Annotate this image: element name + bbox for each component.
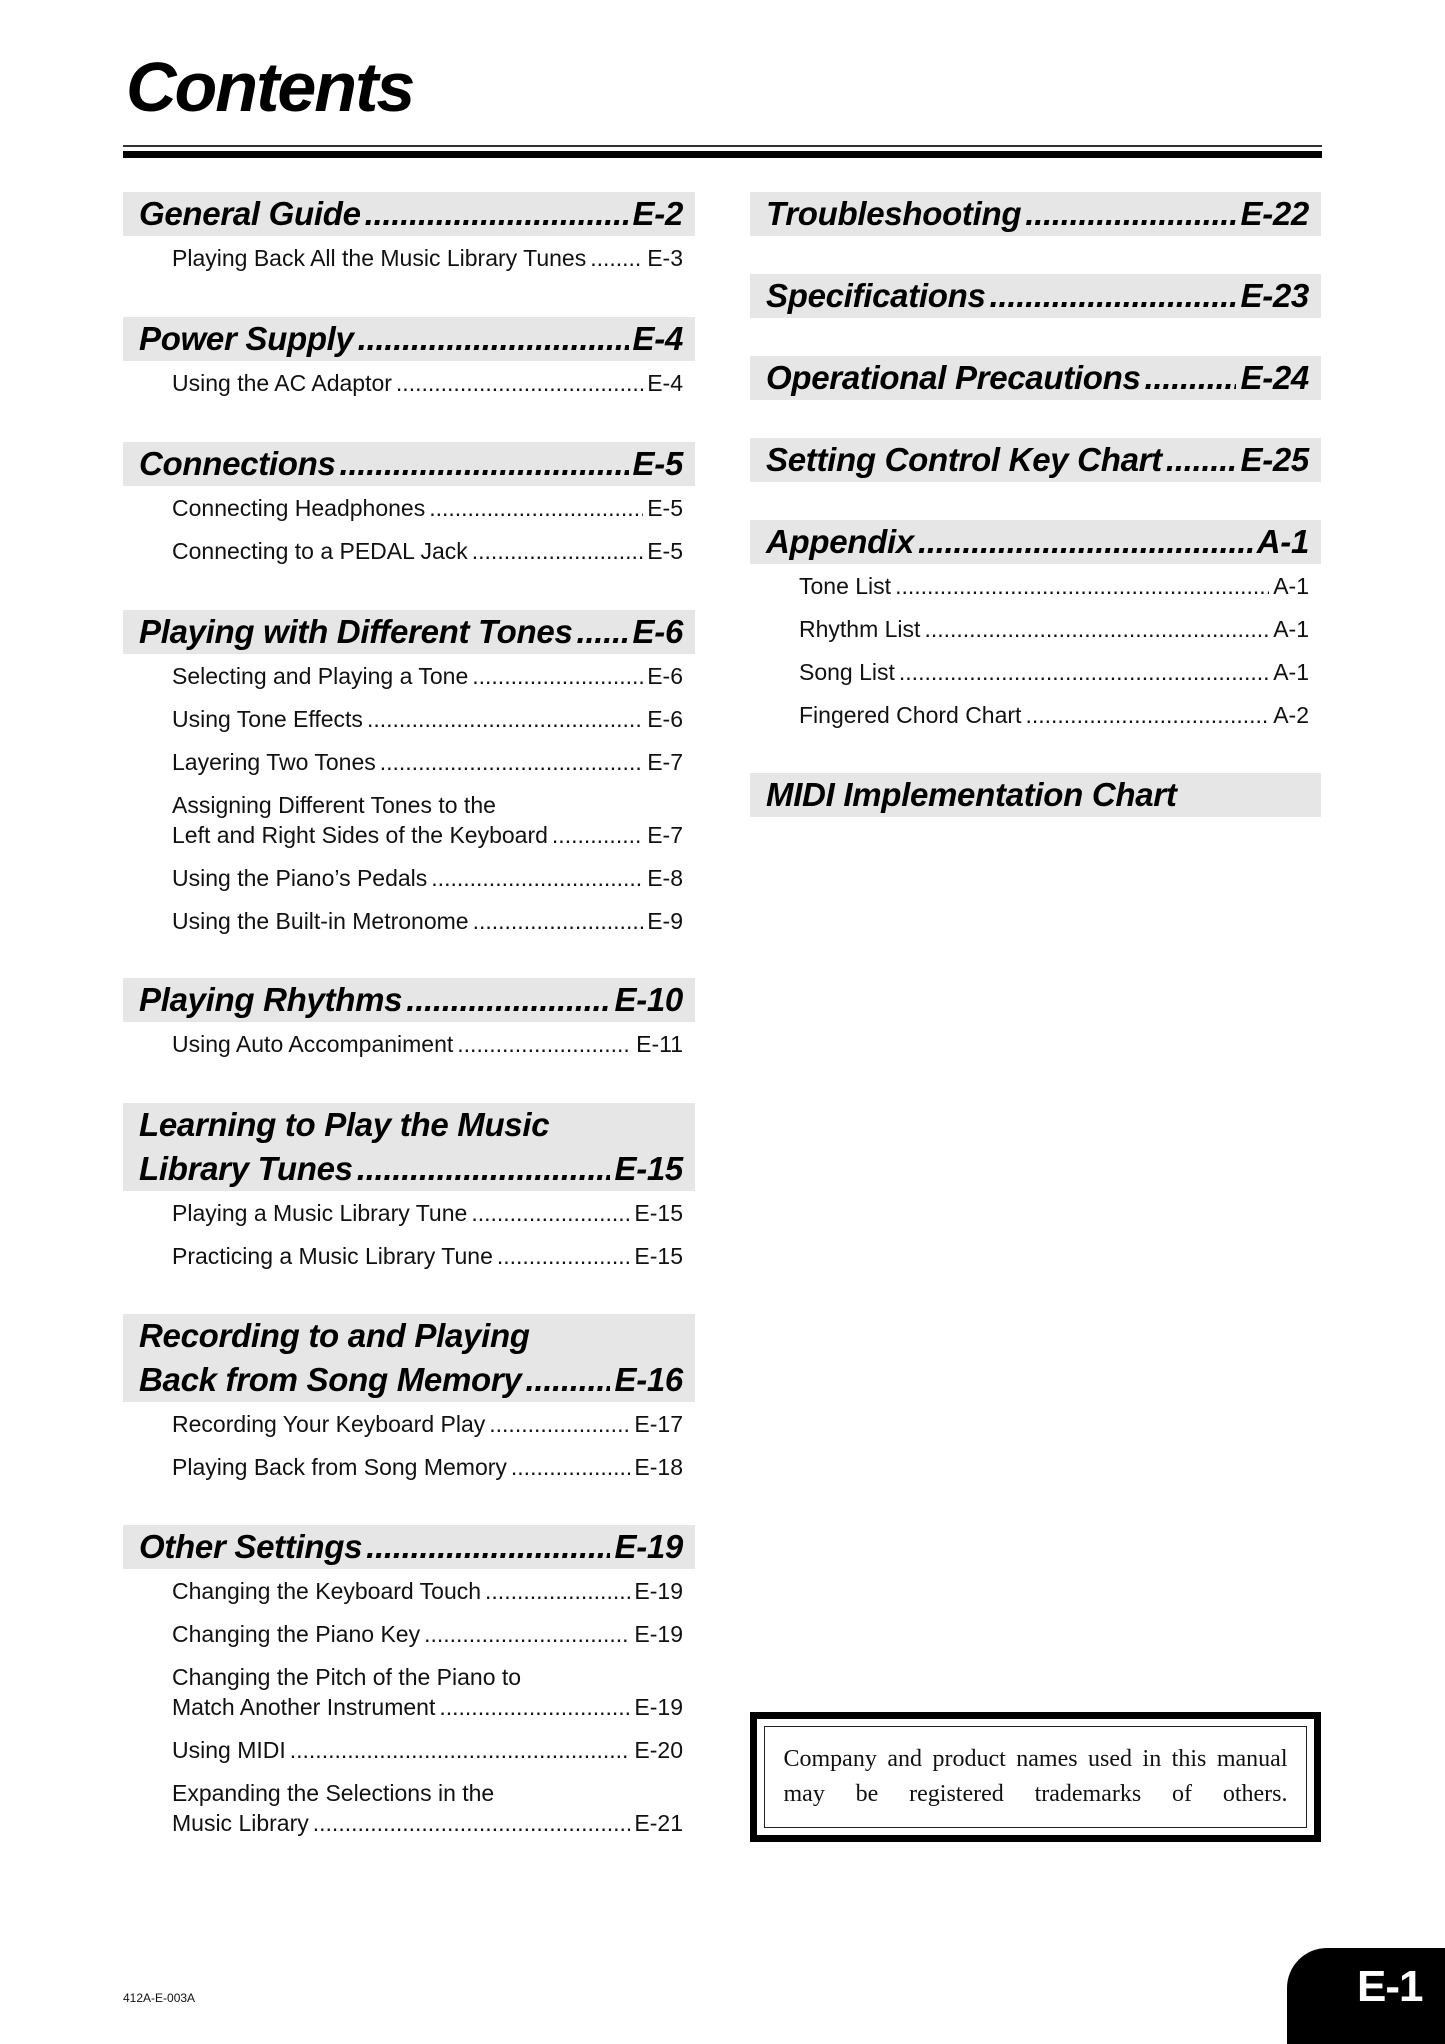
- page-ref: E-6: [632, 613, 683, 650]
- toc-section-playing-rhythms: [123, 978, 695, 1059]
- toc-section-other-settings: [123, 1525, 695, 1838]
- section-heading[interactable]: Recording to and Playing Back from Song Memory ..... E-16: [123, 1314, 695, 1402]
- toc-entry[interactable]: Changing the Pitch of the Piano to Match Another Instrument ..... E-19: [172, 1662, 683, 1722]
- leader-dots: [290, 1735, 631, 1765]
- toc-entry[interactable]: Changing the Keyboard Touch ..... E-19: [172, 1576, 683, 1606]
- page-ref: E-24: [1240, 359, 1309, 396]
- leader-dots: [1025, 192, 1236, 236]
- leader-dots: [366, 1525, 610, 1569]
- toc-entry[interactable]: Using Auto Accompaniment ..... E-11: [172, 1029, 683, 1059]
- leader-dots: [424, 1619, 630, 1649]
- leader-dots: [457, 1029, 632, 1059]
- page-ref: E-2: [632, 195, 683, 232]
- page-ref: E-5: [632, 445, 683, 482]
- page-ref: E-22: [1240, 195, 1309, 232]
- leader-dots: [895, 571, 1269, 601]
- leader-dots: [924, 614, 1269, 644]
- toc-entry[interactable]: Tone List ..... A-1: [799, 571, 1309, 601]
- leader-dots: [357, 1147, 611, 1191]
- title-rule-thin: [123, 145, 1322, 147]
- page-ref: E-4: [632, 320, 683, 357]
- toc-entry[interactable]: Using Tone Effects ..... E-6: [172, 704, 683, 734]
- leader-dots: [899, 657, 1269, 687]
- toc-entry[interactable]: Practicing a Music Library Tune ..... E-15: [172, 1241, 683, 1271]
- toc-section-connections: [123, 442, 695, 566]
- leader-dots: [577, 610, 629, 654]
- toc-section-midi-implementation-chart: [750, 773, 1321, 817]
- leader-dots: [552, 820, 643, 850]
- toc-entry[interactable]: Fingered Chord Chart ..... A-2: [799, 700, 1309, 730]
- leader-dots: [489, 1409, 630, 1439]
- leader-dots: [918, 520, 1253, 564]
- page-title: Contents: [126, 48, 414, 126]
- toc-entry[interactable]: Using the AC Adaptor ..... E-4: [172, 368, 683, 398]
- leader-dots: [472, 536, 643, 566]
- section-heading[interactable]: Troubleshooting ..... E-22: [750, 192, 1321, 236]
- section-heading[interactable]: Learning to Play the Music Library Tunes ..... E-15: [123, 1103, 695, 1191]
- section-heading[interactable]: MIDI Implementation Chart: [750, 773, 1321, 817]
- toc-entry[interactable]: Playing a Music Library Tune ..... E-15: [172, 1198, 683, 1228]
- leader-dots: [439, 1692, 630, 1722]
- trademark-notice-inner-frame: [764, 1726, 1307, 1828]
- leader-dots: [1025, 700, 1269, 730]
- toc-section-troubleshooting: [750, 192, 1321, 236]
- section-heading[interactable]: Other Settings ..... E-19: [123, 1525, 695, 1569]
- toc-entry[interactable]: Assigning Different Tones to the Left and Right Sides of the Keyboard ..... E-7: [172, 790, 683, 850]
- leader-dots: [1145, 356, 1237, 400]
- page-ref: E-15: [614, 1150, 683, 1187]
- toc-entry[interactable]: Rhythm List ..... A-1: [799, 614, 1309, 644]
- leader-dots: [472, 661, 643, 691]
- page-ref: E-19: [614, 1528, 683, 1565]
- section-heading[interactable]: Power Supply ..... E-4: [123, 317, 695, 361]
- trademark-notice-box: [750, 1712, 1321, 1842]
- page-ref: A-1: [1256, 523, 1309, 560]
- toc-section-learning-music-library: [123, 1103, 695, 1271]
- toc-section-operational-precautions: [750, 356, 1321, 400]
- toc-section-specifications: [750, 274, 1321, 318]
- leader-dots: [396, 368, 643, 398]
- toc-section-appendix: [750, 520, 1321, 730]
- toc-entry[interactable]: Layering Two Tones ..... E-7: [172, 747, 683, 777]
- toc-entry[interactable]: Playing Back from Song Memory ..... E-18: [172, 1452, 683, 1482]
- section-heading[interactable]: Operational Precautions ..... E-24: [750, 356, 1321, 400]
- toc-entry[interactable]: Playing Back All the Music Library Tunes ..... E-3: [172, 243, 683, 273]
- title-rule-thick: [123, 151, 1322, 158]
- leader-dots: [473, 906, 644, 936]
- toc-entry[interactable]: Using the Built-in Metronome ..... E-9: [172, 906, 683, 936]
- page-ref: E-10: [614, 981, 683, 1018]
- toc-entry[interactable]: Using the Piano’s Pedals ..... E-8: [172, 863, 683, 893]
- leader-dots: [485, 1576, 630, 1606]
- toc-section-general-guide: [123, 192, 695, 273]
- leader-dots: [340, 442, 629, 486]
- leader-dots: [406, 978, 610, 1022]
- leader-dots: [990, 274, 1237, 318]
- section-heading[interactable]: Appendix ..... A-1: [750, 520, 1321, 564]
- section-heading[interactable]: Specifications ..... E-23: [750, 274, 1321, 318]
- leader-dots: [1166, 438, 1237, 482]
- leader-dots: [471, 1198, 630, 1228]
- toc-entry[interactable]: Changing the Piano Key ..... E-19: [172, 1619, 683, 1649]
- toc-section-playing-with-different-tones: [123, 610, 695, 936]
- leader-dots: [525, 1358, 610, 1402]
- leader-dots: [590, 243, 643, 273]
- page-ref: E-23: [1240, 277, 1309, 314]
- toc-entry[interactable]: Using MIDI ..... E-20: [172, 1735, 683, 1765]
- leader-dots: [367, 704, 643, 734]
- document-code: 412A-E-003A: [123, 1991, 196, 2005]
- toc-entry[interactable]: Selecting and Playing a Tone ..... E-6: [172, 661, 683, 691]
- section-heading[interactable]: Playing Rhythms ..... E-10: [123, 978, 695, 1022]
- section-heading[interactable]: Connections ..... E-5: [123, 442, 695, 486]
- leader-dots: [511, 1452, 631, 1482]
- leader-dots: [313, 1808, 631, 1838]
- toc-entry[interactable]: Expanding the Selections in the Music Library ..... E-21: [172, 1778, 683, 1838]
- section-heading[interactable]: Setting Control Key Chart ..... E-25: [750, 438, 1321, 482]
- page-number-tab: [1287, 1948, 1445, 2044]
- toc-section-power-supply: [123, 317, 695, 398]
- section-heading[interactable]: General Guide ..... E-2: [123, 192, 695, 236]
- toc-entry[interactable]: Song List ..... A-1: [799, 657, 1309, 687]
- section-heading[interactable]: Playing with Different Tones ..... E-6: [123, 610, 695, 654]
- page-ref: E-25: [1240, 441, 1309, 478]
- toc-entry[interactable]: Recording Your Keyboard Play ..... E-17: [172, 1409, 683, 1439]
- toc-section-setting-control-key-chart: [750, 438, 1321, 482]
- leader-dots: [380, 747, 643, 777]
- leader-dots: [358, 317, 629, 361]
- toc-entry[interactable]: Connecting to a PEDAL Jack ..... E-5: [172, 536, 683, 566]
- leader-dots: [497, 1241, 631, 1271]
- trademark-notice-text: Company and product names used in this manual may be registered trademarks of others.: [783, 1746, 1288, 1807]
- toc-entry[interactable]: Connecting Headphones ..... E-5: [172, 493, 683, 523]
- page-number: E-1: [1357, 1962, 1423, 2011]
- leader-dots: [431, 863, 643, 893]
- leader-dots: [429, 493, 643, 523]
- leader-dots: [365, 192, 629, 236]
- page-ref: E-16: [614, 1361, 683, 1398]
- toc-section-recording-song-memory: [123, 1314, 695, 1482]
